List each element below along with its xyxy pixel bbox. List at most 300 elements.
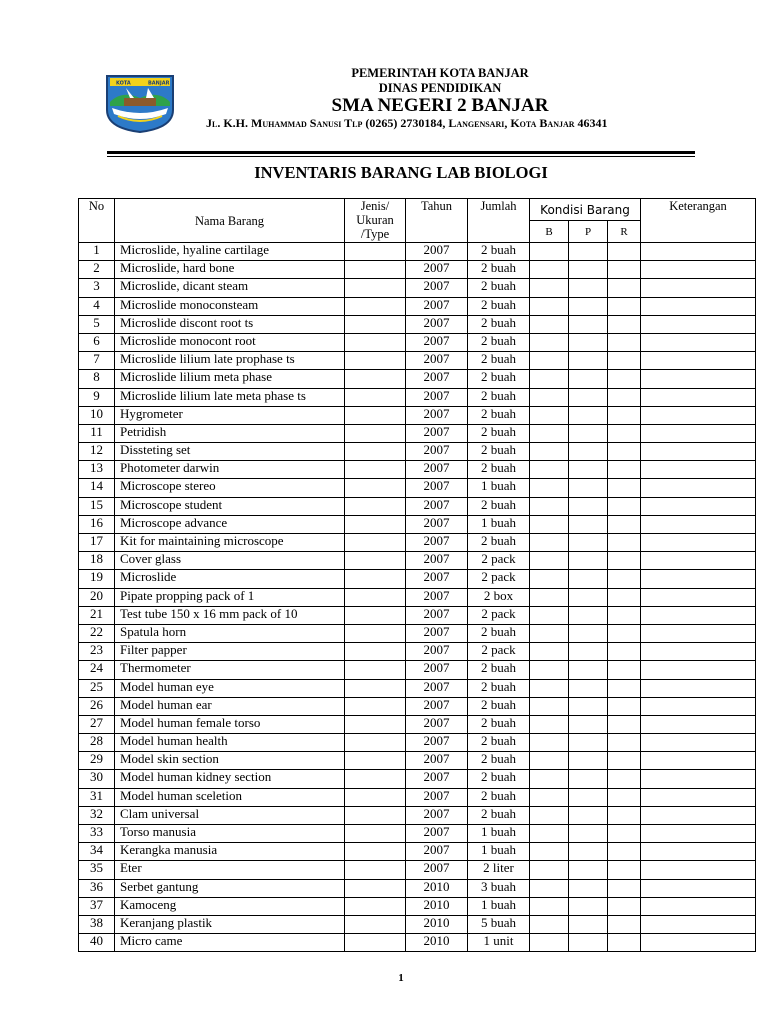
row-jenis bbox=[345, 915, 406, 933]
row-no: 21 bbox=[79, 606, 115, 624]
row-jenis bbox=[345, 424, 406, 442]
row-kondisi-b bbox=[530, 624, 569, 642]
row-jenis bbox=[345, 588, 406, 606]
row-item-name: Microslide monoconsteam bbox=[115, 297, 345, 315]
row-no: 25 bbox=[79, 679, 115, 697]
row-jumlah: 2 pack bbox=[468, 643, 530, 661]
row-kondisi-b bbox=[530, 879, 569, 897]
row-jenis bbox=[345, 734, 406, 752]
table-row bbox=[79, 461, 756, 479]
row-tahun: 2007 bbox=[406, 406, 468, 424]
row-kondisi-r bbox=[608, 461, 641, 479]
row-kondisi-r bbox=[608, 333, 641, 351]
row-jenis bbox=[345, 606, 406, 624]
row-kondisi-b bbox=[530, 552, 569, 570]
row-tahun: 2007 bbox=[406, 297, 468, 315]
row-tahun: 2010 bbox=[406, 934, 468, 952]
table-row bbox=[79, 897, 756, 915]
row-item-name: Model human female torso bbox=[115, 715, 345, 733]
row-jumlah: 1 buah bbox=[468, 515, 530, 533]
row-jumlah: 2 buah bbox=[468, 443, 530, 461]
row-tahun: 2007 bbox=[406, 370, 468, 388]
header-kondisi-b: B bbox=[530, 221, 569, 243]
row-jumlah: 2 buah bbox=[468, 243, 530, 261]
row-kondisi-r bbox=[608, 770, 641, 788]
row-jumlah: 1 buah bbox=[468, 825, 530, 843]
row-item-name: Petridish bbox=[115, 424, 345, 442]
row-item-name: Microslide discont root ts bbox=[115, 315, 345, 333]
row-kondisi-b bbox=[530, 461, 569, 479]
row-kondisi-p bbox=[569, 515, 608, 533]
row-tahun: 2007 bbox=[406, 388, 468, 406]
row-keterangan bbox=[641, 333, 756, 351]
row-item-name: Microslide lilium late prophase ts bbox=[115, 352, 345, 370]
row-keterangan bbox=[641, 588, 756, 606]
row-no: 7 bbox=[79, 352, 115, 370]
row-kondisi-b bbox=[530, 643, 569, 661]
inventory-table-body bbox=[79, 243, 756, 952]
row-item-name: Model human kidney section bbox=[115, 770, 345, 788]
row-item-name: Microslide, hyaline cartilage bbox=[115, 243, 345, 261]
row-kondisi-p bbox=[569, 843, 608, 861]
row-no: 11 bbox=[79, 424, 115, 442]
row-tahun: 2007 bbox=[406, 479, 468, 497]
row-keterangan bbox=[641, 497, 756, 515]
table-row bbox=[79, 679, 756, 697]
row-kondisi-b bbox=[530, 297, 569, 315]
gov-line: PEMERINTAH KOTA BANJAR bbox=[351, 66, 529, 80]
row-item-name: Test tube 150 x 16 mm pack of 10 bbox=[115, 606, 345, 624]
table-row bbox=[79, 770, 756, 788]
table-row bbox=[79, 879, 756, 897]
row-jumlah: 1 buah bbox=[468, 479, 530, 497]
row-item-name: Microscope student bbox=[115, 497, 345, 515]
letterhead-rule-thick bbox=[107, 151, 695, 154]
row-jenis bbox=[345, 352, 406, 370]
row-tahun: 2007 bbox=[406, 534, 468, 552]
row-jenis bbox=[345, 370, 406, 388]
row-tahun: 2007 bbox=[406, 825, 468, 843]
row-kondisi-b bbox=[530, 352, 569, 370]
table-row bbox=[79, 861, 756, 879]
row-no: 24 bbox=[79, 661, 115, 679]
row-kondisi-p bbox=[569, 570, 608, 588]
row-tahun: 2007 bbox=[406, 333, 468, 351]
row-kondisi-p bbox=[569, 934, 608, 952]
row-kondisi-r bbox=[608, 315, 641, 333]
row-item-name: Torso manusia bbox=[115, 825, 345, 843]
dept-line: DINAS PENDIDIKAN bbox=[378, 81, 502, 95]
row-kondisi-b bbox=[530, 715, 569, 733]
row-jumlah: 2 buah bbox=[468, 788, 530, 806]
row-kondisi-b bbox=[530, 279, 569, 297]
row-kondisi-b bbox=[530, 497, 569, 515]
letterhead-rule-thin bbox=[107, 156, 695, 157]
row-kondisi-r bbox=[608, 825, 641, 843]
row-keterangan bbox=[641, 934, 756, 952]
row-tahun: 2007 bbox=[406, 443, 468, 461]
table-row bbox=[79, 825, 756, 843]
row-no: 28 bbox=[79, 734, 115, 752]
row-kondisi-b bbox=[530, 825, 569, 843]
row-jumlah: 2 pack bbox=[468, 552, 530, 570]
row-item-name: Microslide, dicant steam bbox=[115, 279, 345, 297]
row-kondisi-b bbox=[530, 679, 569, 697]
row-jumlah: 1 unit bbox=[468, 934, 530, 952]
row-keterangan bbox=[641, 552, 756, 570]
header-nama-barang: Nama Barang bbox=[115, 199, 345, 243]
row-tahun: 2007 bbox=[406, 624, 468, 642]
row-keterangan bbox=[641, 406, 756, 424]
row-tahun: 2007 bbox=[406, 461, 468, 479]
row-tahun: 2007 bbox=[406, 552, 468, 570]
row-kondisi-p bbox=[569, 352, 608, 370]
row-tahun: 2007 bbox=[406, 861, 468, 879]
row-kondisi-b bbox=[530, 570, 569, 588]
table-row bbox=[79, 333, 756, 351]
table-row bbox=[79, 570, 756, 588]
table-row bbox=[79, 661, 756, 679]
row-jenis bbox=[345, 443, 406, 461]
row-no: 12 bbox=[79, 443, 115, 461]
row-kondisi-p bbox=[569, 879, 608, 897]
header-jumlah: Jumlah bbox=[468, 199, 530, 243]
row-item-name: Dissteting set bbox=[115, 443, 345, 461]
row-kondisi-p bbox=[569, 279, 608, 297]
row-no: 9 bbox=[79, 388, 115, 406]
row-jumlah: 2 buah bbox=[468, 715, 530, 733]
row-jumlah: 2 buah bbox=[468, 333, 530, 351]
row-no: 33 bbox=[79, 825, 115, 843]
row-tahun: 2007 bbox=[406, 788, 468, 806]
row-keterangan bbox=[641, 806, 756, 824]
row-no: 18 bbox=[79, 552, 115, 570]
row-item-name: Microslide lilium late meta phase ts bbox=[115, 388, 345, 406]
row-no: 38 bbox=[79, 915, 115, 933]
row-tahun: 2007 bbox=[406, 806, 468, 824]
row-jenis bbox=[345, 788, 406, 806]
table-row bbox=[79, 734, 756, 752]
row-jumlah: 2 buah bbox=[468, 297, 530, 315]
row-jenis bbox=[345, 388, 406, 406]
row-kondisi-p bbox=[569, 770, 608, 788]
row-keterangan bbox=[641, 570, 756, 588]
row-jumlah: 2 buah bbox=[468, 261, 530, 279]
row-tahun: 2007 bbox=[406, 697, 468, 715]
row-jumlah: 2 buah bbox=[468, 661, 530, 679]
row-kondisi-r bbox=[608, 624, 641, 642]
row-tahun: 2007 bbox=[406, 315, 468, 333]
row-jenis bbox=[345, 315, 406, 333]
row-kondisi-r bbox=[608, 843, 641, 861]
row-item-name: Model skin section bbox=[115, 752, 345, 770]
row-jenis bbox=[345, 770, 406, 788]
row-kondisi-b bbox=[530, 606, 569, 624]
row-tahun: 2007 bbox=[406, 752, 468, 770]
row-item-name: Model human sceletion bbox=[115, 788, 345, 806]
row-kondisi-b bbox=[530, 333, 569, 351]
row-kondisi-b bbox=[530, 534, 569, 552]
row-no: 20 bbox=[79, 588, 115, 606]
row-kondisi-p bbox=[569, 715, 608, 733]
row-keterangan bbox=[641, 624, 756, 642]
row-jenis bbox=[345, 934, 406, 952]
row-jumlah: 2 buah bbox=[468, 315, 530, 333]
row-keterangan bbox=[641, 734, 756, 752]
table-row bbox=[79, 606, 756, 624]
table-row bbox=[79, 315, 756, 333]
row-jumlah: 2 buah bbox=[468, 806, 530, 824]
row-item-name: Keranjang plastik bbox=[115, 915, 345, 933]
row-keterangan bbox=[641, 370, 756, 388]
row-jenis bbox=[345, 752, 406, 770]
row-kondisi-r bbox=[608, 788, 641, 806]
row-no: 30 bbox=[79, 770, 115, 788]
row-kondisi-r bbox=[608, 406, 641, 424]
row-kondisi-b bbox=[530, 843, 569, 861]
row-kondisi-b bbox=[530, 897, 569, 915]
row-jenis bbox=[345, 806, 406, 824]
row-tahun: 2007 bbox=[406, 643, 468, 661]
table-row bbox=[79, 697, 756, 715]
table-row bbox=[79, 588, 756, 606]
row-kondisi-r bbox=[608, 679, 641, 697]
row-kondisi-r bbox=[608, 352, 641, 370]
row-kondisi-p bbox=[569, 461, 608, 479]
row-jenis bbox=[345, 461, 406, 479]
row-kondisi-p bbox=[569, 479, 608, 497]
row-tahun: 2007 bbox=[406, 606, 468, 624]
row-kondisi-p bbox=[569, 243, 608, 261]
row-jenis bbox=[345, 715, 406, 733]
row-keterangan bbox=[641, 679, 756, 697]
row-kondisi-r bbox=[608, 588, 641, 606]
row-jumlah: 2 buah bbox=[468, 424, 530, 442]
row-item-name: Serbet gantung bbox=[115, 879, 345, 897]
row-item-name: Micro came bbox=[115, 934, 345, 952]
row-kondisi-p bbox=[569, 643, 608, 661]
row-item-name: Model human health bbox=[115, 734, 345, 752]
row-item-name: Kit for maintaining microscope bbox=[115, 534, 345, 552]
row-tahun: 2007 bbox=[406, 770, 468, 788]
row-jumlah: 2 buah bbox=[468, 697, 530, 715]
row-item-name: Clam universal bbox=[115, 806, 345, 824]
row-jenis bbox=[345, 697, 406, 715]
table-row bbox=[79, 497, 756, 515]
row-keterangan bbox=[641, 297, 756, 315]
row-kondisi-r bbox=[608, 370, 641, 388]
table-row bbox=[79, 406, 756, 424]
row-kondisi-r bbox=[608, 279, 641, 297]
row-keterangan bbox=[641, 879, 756, 897]
row-item-name: Kamoceng bbox=[115, 897, 345, 915]
inventory-table bbox=[78, 198, 756, 952]
row-jenis bbox=[345, 261, 406, 279]
row-jumlah: 5 buah bbox=[468, 915, 530, 933]
row-kondisi-p bbox=[569, 624, 608, 642]
row-jenis bbox=[345, 643, 406, 661]
row-keterangan bbox=[641, 443, 756, 461]
row-no: 1 bbox=[79, 243, 115, 261]
header-jenis-ukuran-type: Jenis/ Ukuran /Type bbox=[345, 199, 406, 243]
row-kondisi-p bbox=[569, 825, 608, 843]
header-kondisi-r: R bbox=[608, 221, 641, 243]
row-no: 14 bbox=[79, 479, 115, 497]
row-jenis bbox=[345, 843, 406, 861]
row-kondisi-r bbox=[608, 643, 641, 661]
row-item-name: Filter papper bbox=[115, 643, 345, 661]
row-jumlah: 2 buah bbox=[468, 370, 530, 388]
row-item-name: Photometer darwin bbox=[115, 461, 345, 479]
row-item-name: Model human ear bbox=[115, 697, 345, 715]
row-kondisi-r bbox=[608, 552, 641, 570]
row-kondisi-p bbox=[569, 697, 608, 715]
row-kondisi-b bbox=[530, 697, 569, 715]
row-kondisi-p bbox=[569, 588, 608, 606]
row-kondisi-p bbox=[569, 788, 608, 806]
row-jenis bbox=[345, 297, 406, 315]
svg-text:BANJAR: BANJAR bbox=[148, 80, 170, 87]
row-kondisi-r bbox=[608, 915, 641, 933]
row-item-name: Spatula horn bbox=[115, 624, 345, 642]
row-keterangan bbox=[641, 915, 756, 933]
row-kondisi-p bbox=[569, 606, 608, 624]
row-item-name: Microscope advance bbox=[115, 515, 345, 533]
row-no: 23 bbox=[79, 643, 115, 661]
table-row bbox=[79, 715, 756, 733]
svg-text:KOTA: KOTA bbox=[116, 80, 131, 87]
row-no: 37 bbox=[79, 897, 115, 915]
row-kondisi-b bbox=[530, 788, 569, 806]
row-jenis bbox=[345, 679, 406, 697]
row-keterangan bbox=[641, 352, 756, 370]
row-kondisi-p bbox=[569, 443, 608, 461]
row-kondisi-p bbox=[569, 297, 608, 315]
row-kondisi-b bbox=[530, 861, 569, 879]
header-kondisi-p: P bbox=[569, 221, 608, 243]
row-kondisi-b bbox=[530, 752, 569, 770]
row-kondisi-b bbox=[530, 934, 569, 952]
row-keterangan bbox=[641, 788, 756, 806]
table-row bbox=[79, 261, 756, 279]
row-item-name: Model human eye bbox=[115, 679, 345, 697]
table-row bbox=[79, 534, 756, 552]
row-keterangan bbox=[641, 897, 756, 915]
row-kondisi-p bbox=[569, 915, 608, 933]
row-no: 13 bbox=[79, 461, 115, 479]
table-row bbox=[79, 515, 756, 533]
row-jumlah: 1 buah bbox=[468, 843, 530, 861]
row-tahun: 2007 bbox=[406, 261, 468, 279]
row-keterangan bbox=[641, 261, 756, 279]
row-keterangan bbox=[641, 606, 756, 624]
header-tahun: Tahun bbox=[406, 199, 468, 243]
row-jumlah: 2 buah bbox=[468, 279, 530, 297]
row-jenis bbox=[345, 661, 406, 679]
row-no: 10 bbox=[79, 406, 115, 424]
row-kondisi-r bbox=[608, 297, 641, 315]
row-kondisi-p bbox=[569, 897, 608, 915]
row-item-name: Eter bbox=[115, 861, 345, 879]
school-name: SMA NEGERI 2 BANJAR bbox=[331, 95, 549, 116]
row-item-name: Microslide monocont root bbox=[115, 333, 345, 351]
row-no: 6 bbox=[79, 333, 115, 351]
row-jenis bbox=[345, 333, 406, 351]
row-jumlah: 2 box bbox=[468, 588, 530, 606]
table-row bbox=[79, 243, 756, 261]
row-item-name: Hygrometer bbox=[115, 406, 345, 424]
row-kondisi-p bbox=[569, 734, 608, 752]
table-row bbox=[79, 388, 756, 406]
row-kondisi-b bbox=[530, 424, 569, 442]
row-kondisi-b bbox=[530, 261, 569, 279]
row-keterangan bbox=[641, 770, 756, 788]
row-no: 5 bbox=[79, 315, 115, 333]
row-item-name: Cover glass bbox=[115, 552, 345, 570]
row-keterangan bbox=[641, 843, 756, 861]
row-tahun: 2007 bbox=[406, 843, 468, 861]
row-kondisi-p bbox=[569, 552, 608, 570]
row-jumlah: 2 buah bbox=[468, 534, 530, 552]
row-kondisi-p bbox=[569, 861, 608, 879]
table-row bbox=[79, 352, 756, 370]
city-emblem-logo bbox=[104, 72, 176, 134]
row-keterangan bbox=[641, 279, 756, 297]
row-no: 32 bbox=[79, 806, 115, 824]
row-kondisi-b bbox=[530, 588, 569, 606]
row-no: 8 bbox=[79, 370, 115, 388]
row-keterangan bbox=[641, 515, 756, 533]
row-tahun: 2007 bbox=[406, 570, 468, 588]
table-row bbox=[79, 752, 756, 770]
row-no: 3 bbox=[79, 279, 115, 297]
row-kondisi-r bbox=[608, 606, 641, 624]
row-kondisi-b bbox=[530, 806, 569, 824]
row-tahun: 2007 bbox=[406, 352, 468, 370]
row-jumlah: 2 buah bbox=[468, 679, 530, 697]
row-kondisi-r bbox=[608, 261, 641, 279]
table-row bbox=[79, 552, 756, 570]
row-kondisi-p bbox=[569, 388, 608, 406]
table-row bbox=[79, 624, 756, 642]
table-row bbox=[79, 806, 756, 824]
row-tahun: 2007 bbox=[406, 679, 468, 697]
row-kondisi-r bbox=[608, 752, 641, 770]
row-jumlah: 2 buah bbox=[468, 497, 530, 515]
row-kondisi-r bbox=[608, 861, 641, 879]
row-kondisi-b bbox=[530, 315, 569, 333]
row-kondisi-p bbox=[569, 333, 608, 351]
row-no: 35 bbox=[79, 861, 115, 879]
row-jumlah: 2 buah bbox=[468, 752, 530, 770]
row-jenis bbox=[345, 279, 406, 297]
row-keterangan bbox=[641, 424, 756, 442]
row-jenis bbox=[345, 479, 406, 497]
row-keterangan bbox=[641, 534, 756, 552]
table-row bbox=[79, 370, 756, 388]
row-kondisi-b bbox=[530, 370, 569, 388]
row-keterangan bbox=[641, 643, 756, 661]
row-no: 22 bbox=[79, 624, 115, 642]
row-kondisi-b bbox=[530, 243, 569, 261]
row-kondisi-r bbox=[608, 534, 641, 552]
row-item-name: Microslide bbox=[115, 570, 345, 588]
table-row bbox=[79, 934, 756, 952]
row-item-name: Pipate propping pack of 1 bbox=[115, 588, 345, 606]
table-row bbox=[79, 424, 756, 442]
row-jenis bbox=[345, 897, 406, 915]
row-jenis bbox=[345, 861, 406, 879]
